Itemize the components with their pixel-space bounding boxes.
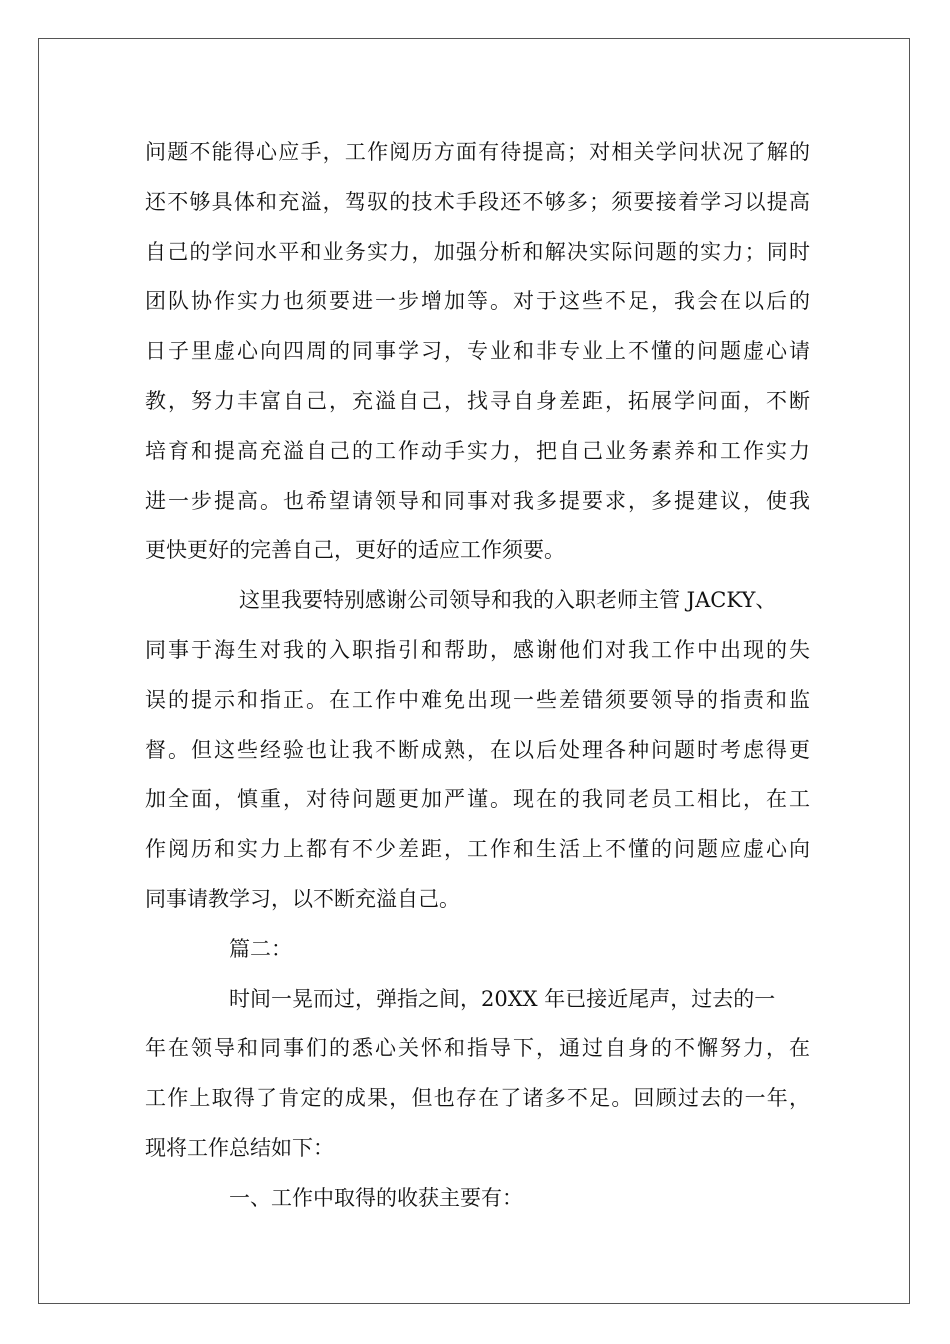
text-line: 工作上取得了肯定的成果，但也存在了诸多不足。回顾过去的一年，	[145, 1086, 810, 1111]
text-line: 这里我要特别感谢公司领导和我的入职老师主管 JACKY、	[239, 588, 777, 613]
text-line: 督。但这些经验也让我不断成熟，在以后处理各种问题时考虑得更	[145, 737, 810, 762]
text-line: 培育和提高充溢自己的工作动手实力，把自己业务素养和工作实力	[145, 438, 810, 463]
text-line: 问题不能得心应手，工作阅历方面有待提高；对相关学问状况了解的	[145, 140, 810, 164]
text-line: 教，努力丰富自己，充溢自己，找寻自身差距，拓展学问面，不断	[145, 388, 810, 413]
text-line: 同事请教学习，以不断充溢自己。	[145, 886, 460, 911]
text-line: 日子里虚心向四周的同事学习，专业和非专业上不懂的问题虚心请	[145, 339, 810, 364]
paragraph-thanks	[145, 576, 810, 925]
text-line: 现将工作总结如下：	[145, 1135, 334, 1160]
subsection-heading-gains: 一、工作中取得的收获主要有：	[229, 1185, 523, 1210]
text-line: 加全面，慎重，对待问题更加严谨。现在的我同老员工相比，在工	[145, 787, 810, 812]
text-line: 更快更好的完善自己，更好的适应工作须要。	[145, 538, 565, 563]
text-line: 同事于海生对我的入职指引和帮助，感谢他们对我工作中出现的失	[145, 637, 810, 662]
text-line: 自己的学问水平和业务实力，加强分析和解决实际问题的实力；同时	[145, 239, 810, 264]
text-line: 团队协作实力也须要进一步增加等。对于这些不足，我会在以后的	[145, 289, 810, 314]
text-line: 还不够具体和充溢，驾驭的技术手段还不够多；须要接着学习以提高	[145, 189, 810, 214]
paragraph-shortcomings	[145, 128, 810, 576]
text-line: 年在领导和同事们的悉心关怀和指导下，通过自身的不懈努力，在	[145, 1036, 810, 1061]
text-line: 作阅历和实力上都有不少差距，工作和生活上不懂的问题应虚心向	[145, 837, 810, 862]
paragraph-intro	[145, 975, 810, 1174]
text-line: 误的提示和指正。在工作中难免出现一些差错须要领导的指责和监	[145, 687, 810, 712]
text-line: 进一步提高。也希望请领导和同事对我多提要求，多提建议，使我	[145, 488, 810, 513]
section-heading-part2: 篇二：	[229, 936, 292, 961]
text-line: 时间一晃而过，弹指之间，20XX 年已接近尾声，过去的一	[229, 986, 776, 1011]
document-body	[145, 128, 810, 1224]
